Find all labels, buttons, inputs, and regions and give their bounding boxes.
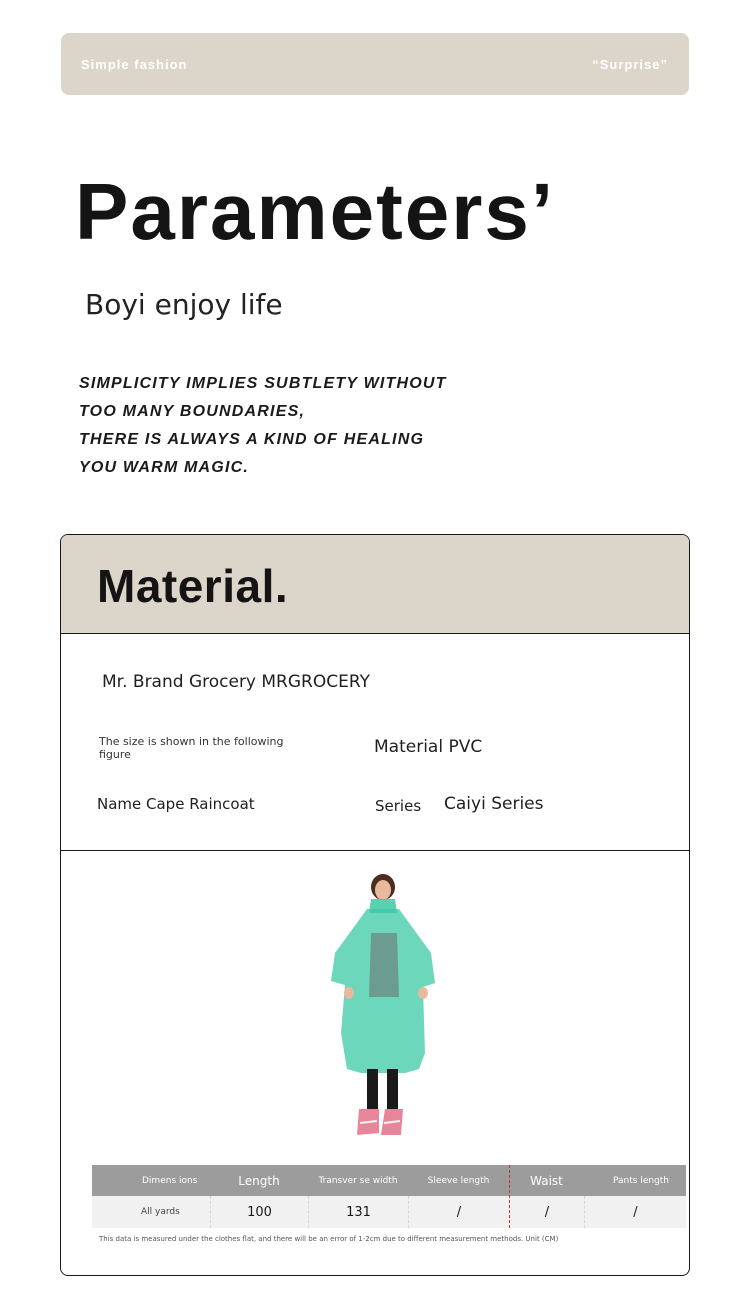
quote-line: YOU WARM MAGIC. [79,459,249,476]
product-name-text: Name Cape Raincoat [97,795,255,813]
cell-length: 100 [210,1196,308,1228]
size-table [92,1165,686,1228]
cell-size: All yards [141,1207,180,1217]
table-row [92,1196,686,1228]
product-info [61,634,689,851]
cell-waist: / [509,1196,584,1228]
quote-line: THERE IS ALWAYS A KIND OF HEALING [79,431,425,448]
material-heading: Material. [97,560,289,612]
quote-line: SIMPLICITY IMPLIES SUBTLETY WITHOUT [79,375,447,392]
raincoat-model-image [327,873,441,1143]
header-dimensions: Dimens ions [142,1175,198,1186]
header-transverse-width: Transver se width [318,1175,398,1186]
size-note-text: The size is shown in the following figure [99,735,284,761]
series-value: Caiyi Series [444,794,544,814]
table-header-row [92,1165,686,1196]
cell-sleeve-length: / [408,1196,509,1228]
measurement-note: This data is measured under the clothes flat, and there will be an error of 1-2cm due to different measurement methods. Unit (CM) [99,1235,559,1243]
cell-pants-length: / [584,1196,686,1228]
top-banner [61,33,689,95]
quote-line: TOO MANY BOUNDARIES, [79,403,306,420]
header-pants-length: Pants length [613,1175,670,1186]
header-waist: Waist [530,1173,563,1188]
header-length: Length [238,1173,280,1188]
banner-right-text: “Surprise” [592,56,668,72]
page-title: Parameters’ [75,167,556,256]
page-subtitle: Boyi enjoy life [85,288,283,321]
material-header [61,535,689,634]
header-sleeve-length: Sleeve length [427,1175,490,1186]
table-divider [509,1165,510,1228]
material-text: Material PVC [374,737,483,757]
material-card [60,534,690,1276]
cell-transverse-width: 131 [308,1196,408,1228]
quote-block [79,370,499,482]
series-label: Series [375,797,422,815]
banner-left-text: Simple fashion [81,56,188,72]
brand-text: Mr. Brand Grocery MRGROCERY [102,672,370,692]
